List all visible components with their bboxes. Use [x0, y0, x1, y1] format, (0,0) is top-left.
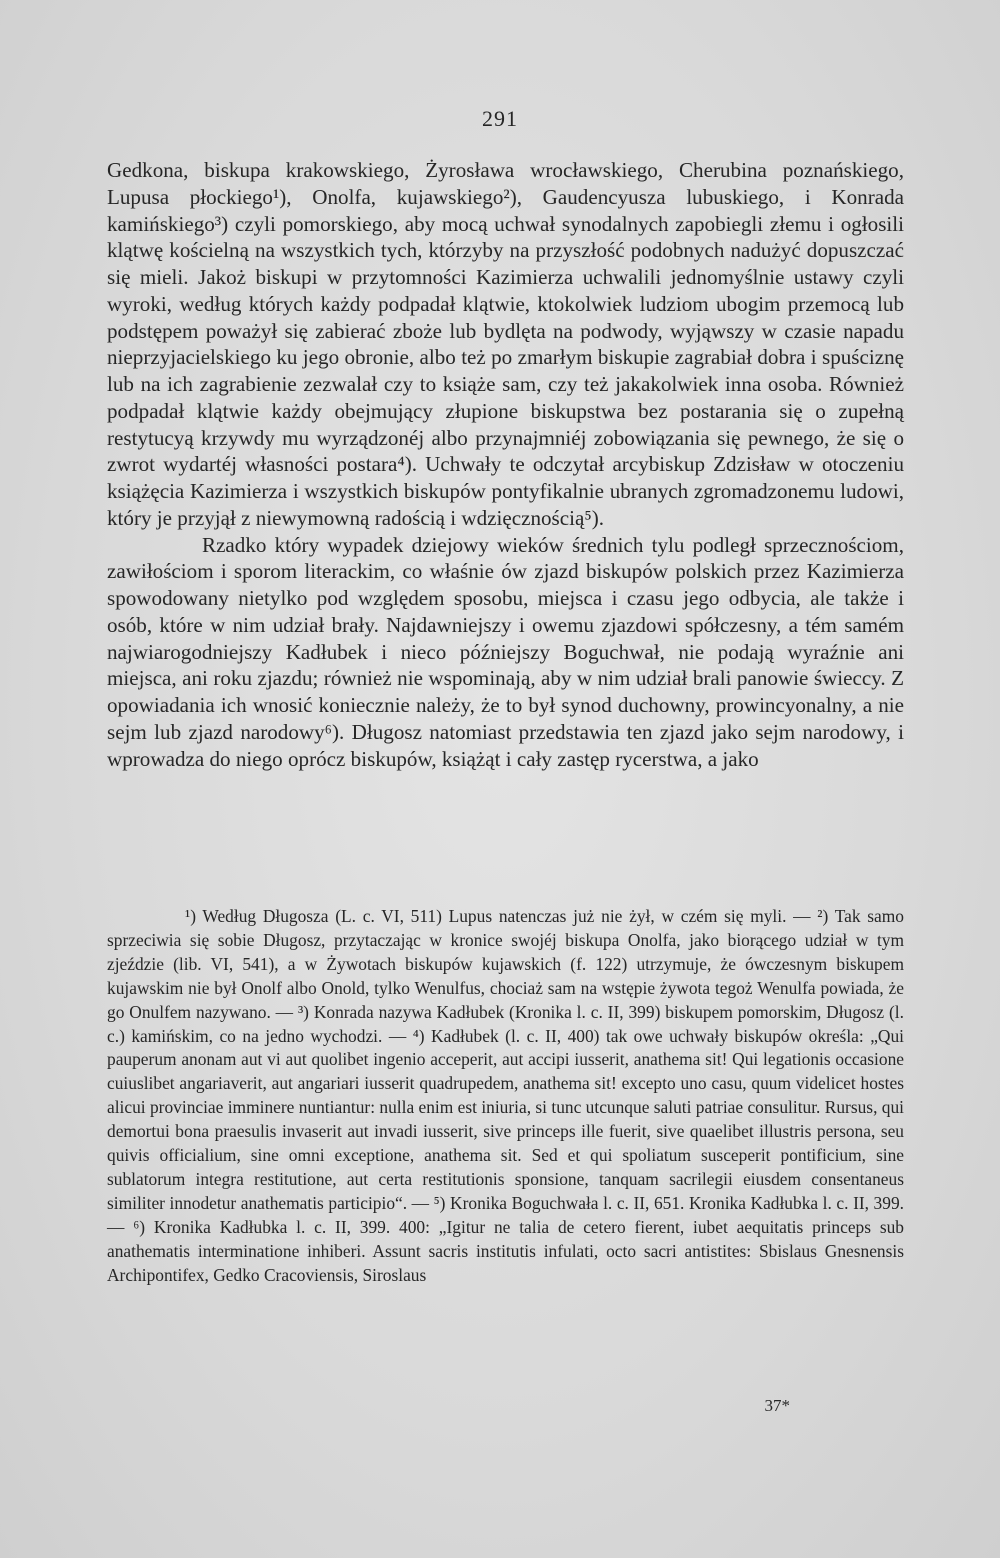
printer-signature-mark: 37*: [764, 1396, 790, 1415]
page-number: 291: [482, 106, 518, 131]
main-text: [107, 157, 904, 772]
footnotes: [107, 905, 904, 1288]
footnotes-text: ¹) Według Długosza (L. c. VI, 511) Lupus natenczas już nie żył, w czém się myli. — ²) Tak samo sprzeciwia się sobie Długosz, przytaczając w kronice swojéj biskupa Onolfa, jako biorącego udział w tym zjeździe (lib. VI, 541), a w Żywotach biskupów kujawskich (f. 122) utrzymuje, że ówczesnym biskupem kujawskim nie był Onolf albo Onold, tylko Wenulfus, chociaż sam na wstępie żywota tegoż Wenulfa powiada, że go Onulfem nazywano. — ³) Konrada nazywa Kadłubek (Kronika l. c. II, 399) biskupem pomorskim, Długosz (l. c.) kamińskim, co na jedno wychodzi. — ⁴) Kadłubek (l. c. II, 400) tak owe uchwały biskupów określa: „Qui pauperum anonam aut vi aut quolibet ingenio acceperit, aut accipi iusserit, anathema sit! Qui legationis occasione cuiuslibet angariaverit, aut angariari iusserit quadrupedem, anathema sit! excepto uno casu, quum videlicet hostes alicui provinciae imminere nuntiantur: nulla enim est iniuria, si tunc utcunque saluti patriae consulitur. Rursus, qui demortui bona praesulis invaserit aut invadi iusserit, sive princeps ille fuerit, sive quaelibet illustris persona, seu quivis officialium, sine omni exceptione, anathema sit. Sed et qui spoliatum susceperit pontificium, sine sublatorum integra restitutione, aut certa restitutionis sponsione, tanquam sacrilegii eiusdem consentaneus similiter innodetur anathematis participio“. — ⁵) Kronika Boguchwała l. c. II, 651. Kronika Kadłubka l. c. II, 399. — ⁶) Kronika Kadłubka l. c. II, 399. 400: „Igitur ne talia de cetero fierent, iubet aequitatis princeps sub anathematis interminatione inhiberi. Assunt sacris institutis infulati, octo sacri antistites: Sbislaus Gnesnensis Archipontifex, Gedko Cracoviensis, Siroslaus: [107, 906, 904, 1285]
paragraph-2: Rzadko który wypadek dziejowy wieków średnich tylu podległ sprzecznościom, zawiłościom i sporom literackim, co właśnie ów zjazd biskupów polskich przez Kazimierza spowodowany nietylko pod względem sposobu, miejsca i czasu jego odbycia, ale także i osób, które w nim udział brały. Najdawniejszy i owemu zjazdowi spółczesny, a tém samém najwiarogodniejszy Kadłubek i nieco późniejszy Boguchwał, nie podają wyraźnie ani miejsca, ani roku zjazdu; również nie wspominają, aby w nim udział brali panowie świeccy. Z opowiadania ich wnosić koniecznie należy, że to był synod duchowny, prowincyonalny, a nie sejm lub zjazd narodowy⁶). Długosz natomiast przedstawia ten zjazd jako sejm narodowy, i wprowadza do niego oprócz biskupów, książąt i cały zastęp rycerstwa, a jako: [107, 532, 904, 771]
paragraph-1: Gedkona, biskupa krakowskiego, Żyrosława wrocławskiego, Cherubina poznańskiego, Lupusa płockiego¹), Onolfa, kujawskiego²), Gaudencyusza lubuskiego, i Konrada kamińskiego³) czyli pomorskiego, aby mocą uchwał synodalnych zapobiegli złemu i ogłosili klątwę kościelną na wszystkich tych, którzyby na przyszłość podobnych nadużyć dopuszczać się mieli. Jakoż biskupi w przytomności Kazimierza uchwalili jednomyślnie ustawy czyli wyroki, według których każdy podpadał klątwie, ktokolwiek ludziom ubogim przemocą lub podstępem poważył się zabierać zboże lub bydlęta na podwody, wyjąwszy w czasie napadu nieprzyjacielskiego ku jego obronie, albo też po zmarłym biskupie zagrabiał dobra i spuściznę lub na ich zagrabienie zezwalał czy to książe sam, czy też jakakolwiek inna osoba. Również podpadał klątwie każdy obejmujący złupione biskupstwa bez postarania się o zupełną restytucyą krzywdy mu wyrządzonéj albo przynajmniéj zobowiązania się pewnego, że się o zwrot wydartéj własności postara⁴). Uchwały te odczytał arcybiskup Zdzisław w otoczeniu książęcia Kazimierza i wszystkich biskupów pontyfikalnie ubranych zgromadzonemu ludowi, który je przyjął z niewymowną radością i wdzięcznością⁵).: [107, 158, 904, 530]
